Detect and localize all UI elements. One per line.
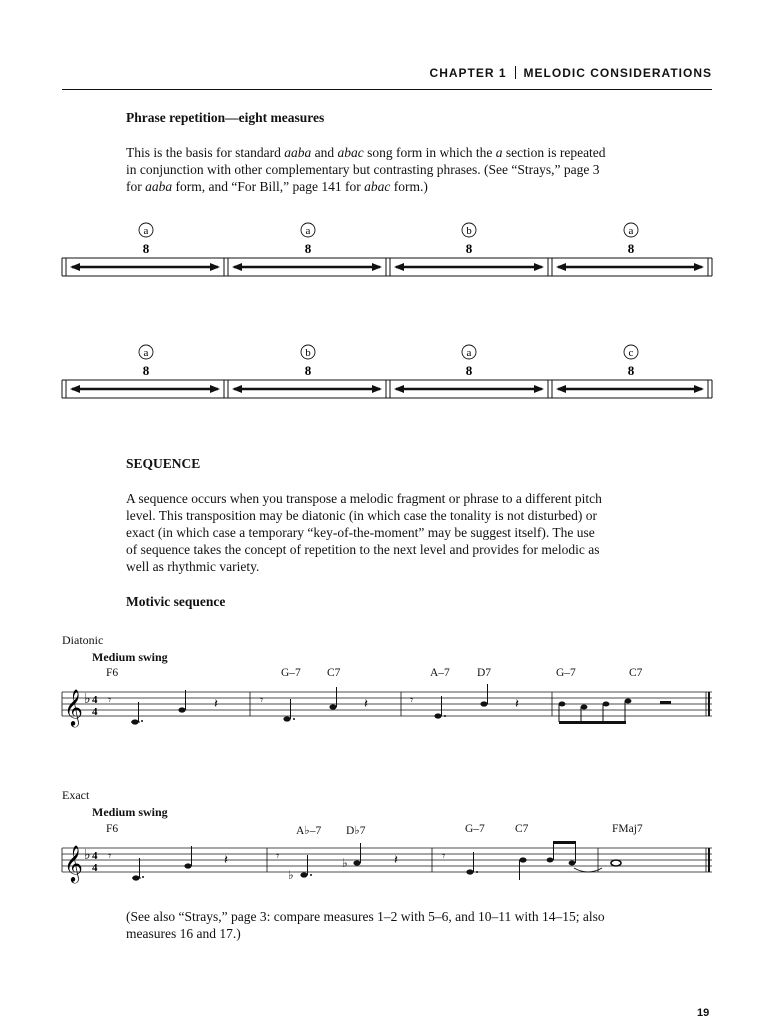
page-number: 19 bbox=[697, 1007, 710, 1019]
bar-count-2: 8 bbox=[304, 363, 312, 378]
chord-symbol: G–7 bbox=[556, 667, 576, 679]
bar-count-4: 8 bbox=[627, 363, 635, 378]
chapter-number: CHAPTER 1 bbox=[429, 66, 507, 80]
music-staff-svg bbox=[60, 836, 720, 886]
form-letter-3 bbox=[462, 223, 476, 237]
chord-symbol: G–7 bbox=[465, 823, 485, 835]
example-1-staff bbox=[60, 680, 720, 730]
chord-symbol: C7 bbox=[327, 667, 341, 679]
para-line: This is the basis for standard aaba and abac song form in which the a section is repeated bbox=[126, 145, 606, 160]
bar-count-1: 8 bbox=[142, 241, 150, 256]
para-line: A sequence occurs when you transpose a melodic fragment or phrase to a different pitch bbox=[126, 491, 602, 506]
svg-text:𝄽: 𝄽 bbox=[515, 696, 519, 711]
form-diagram-svg bbox=[60, 218, 720, 278]
bar-count-3: 8 bbox=[465, 363, 473, 378]
chord-symbol: D♭7 bbox=[346, 825, 366, 837]
chord-symbol: D7 bbox=[477, 667, 492, 679]
svg-text:b: b bbox=[466, 225, 472, 237]
example-1-tempo: Medium swing bbox=[92, 650, 168, 664]
phrase-repetition-heading: Phrase repetition—eight measures bbox=[126, 110, 325, 125]
svg-text:𝄽: 𝄽 bbox=[364, 696, 368, 711]
svg-text:♭: ♭ bbox=[342, 856, 348, 870]
time-signature-bottom: 4 bbox=[92, 706, 98, 718]
header-divider bbox=[515, 66, 516, 79]
example-2-tempo: Medium swing bbox=[92, 805, 168, 819]
para-line: for aaba form, and “For Bill,” page 141 for abac form.) bbox=[126, 179, 428, 194]
music-staff-svg bbox=[60, 680, 720, 730]
example-1-label: Diatonic bbox=[62, 633, 104, 647]
chord-symbol: FMaj7 bbox=[612, 823, 643, 835]
svg-text:𝄾: 𝄾 bbox=[260, 693, 264, 707]
bar-count-3: 8 bbox=[465, 241, 473, 256]
svg-text:𝄾: 𝄾 bbox=[276, 849, 280, 863]
chord-symbol: G–7 bbox=[281, 667, 301, 679]
sequence-heading: SEQUENCE bbox=[126, 456, 201, 471]
svg-text:c: c bbox=[628, 347, 634, 359]
treble-clef-icon: 𝄞 bbox=[64, 845, 83, 881]
treble-clef-icon: 𝄞 bbox=[64, 689, 83, 725]
phrase-repetition-paragraph bbox=[126, 144, 686, 195]
chord-symbol: F6 bbox=[106, 667, 119, 679]
flat-key-signature-icon: ♭ bbox=[84, 848, 91, 863]
example-2-staff bbox=[60, 836, 720, 886]
header-rule bbox=[62, 89, 712, 90]
form-staff-1 bbox=[62, 258, 712, 276]
form-letter-1 bbox=[139, 345, 153, 359]
svg-text:𝄽: 𝄽 bbox=[394, 852, 398, 867]
chord-symbol: C7 bbox=[629, 667, 643, 679]
form-staff-2 bbox=[62, 380, 712, 398]
time-signature-bottom: 4 bbox=[92, 862, 98, 874]
para-line: exact (in which case a temporary “key-of-the-moment” may be suggest itself). The use bbox=[126, 525, 595, 540]
form-diagram-svg bbox=[60, 340, 720, 400]
chord-symbol: F6 bbox=[106, 823, 119, 835]
para-line: in conjunction with other complementary but contrasting phrases. (See “Strays,” page 3 bbox=[126, 162, 600, 177]
form-letter-2 bbox=[301, 345, 315, 359]
svg-text:a: a bbox=[466, 347, 472, 359]
svg-text:a: a bbox=[143, 225, 149, 237]
bar-count-2: 8 bbox=[304, 241, 312, 256]
form-diagram-row-1 bbox=[60, 218, 720, 278]
running-header bbox=[0, 66, 712, 86]
para-line: well as rhythmic variety. bbox=[126, 559, 260, 574]
svg-text:𝄾: 𝄾 bbox=[442, 849, 446, 863]
svg-text:♭: ♭ bbox=[288, 868, 294, 882]
svg-text:a: a bbox=[143, 347, 149, 359]
time-signature-top: 4 bbox=[92, 850, 98, 862]
form-letter-2 bbox=[301, 223, 315, 237]
form-letter-1 bbox=[139, 223, 153, 237]
flat-key-signature-icon: ♭ bbox=[84, 692, 91, 707]
svg-text:𝄽: 𝄽 bbox=[224, 852, 228, 867]
chord-symbol: C7 bbox=[515, 823, 529, 835]
chapter-title: MELODIC CONSIDERATIONS bbox=[523, 66, 712, 80]
see-also-note bbox=[126, 908, 686, 942]
bar-count-4: 8 bbox=[627, 241, 635, 256]
svg-text:𝄽: 𝄽 bbox=[214, 696, 218, 711]
form-diagram-row-2 bbox=[60, 340, 720, 400]
chord-symbol: A–7 bbox=[430, 667, 450, 679]
svg-text:a: a bbox=[305, 225, 311, 237]
note-line: (See also “Strays,” page 3: compare measures 1–2 with 5–6, and 10–11 with 14–15; also bbox=[126, 909, 605, 924]
svg-text:b: b bbox=[305, 347, 311, 359]
svg-text:𝄾: 𝄾 bbox=[108, 693, 112, 707]
form-letter-4 bbox=[624, 223, 638, 237]
form-letter-3 bbox=[462, 345, 476, 359]
svg-text:a: a bbox=[628, 225, 634, 237]
para-line: of sequence takes the concept of repetition to the next level and provides for melodic as bbox=[126, 542, 600, 557]
example-2-label: Exact bbox=[62, 788, 90, 802]
time-signature-top: 4 bbox=[92, 694, 98, 706]
svg-text:𝄾: 𝄾 bbox=[108, 849, 112, 863]
sequence-paragraph bbox=[126, 490, 686, 575]
para-line: level. This transposition may be diatonic (in which case the tonality is not disturbed) or bbox=[126, 508, 598, 523]
note-line: measures 16 and 17.) bbox=[126, 926, 241, 941]
form-letter-4 bbox=[624, 345, 638, 359]
bar-count-1: 8 bbox=[142, 363, 150, 378]
svg-text:𝄾: 𝄾 bbox=[410, 693, 414, 707]
chord-symbol: A♭–7 bbox=[296, 825, 322, 837]
motivic-sequence-heading: Motivic sequence bbox=[126, 594, 226, 609]
